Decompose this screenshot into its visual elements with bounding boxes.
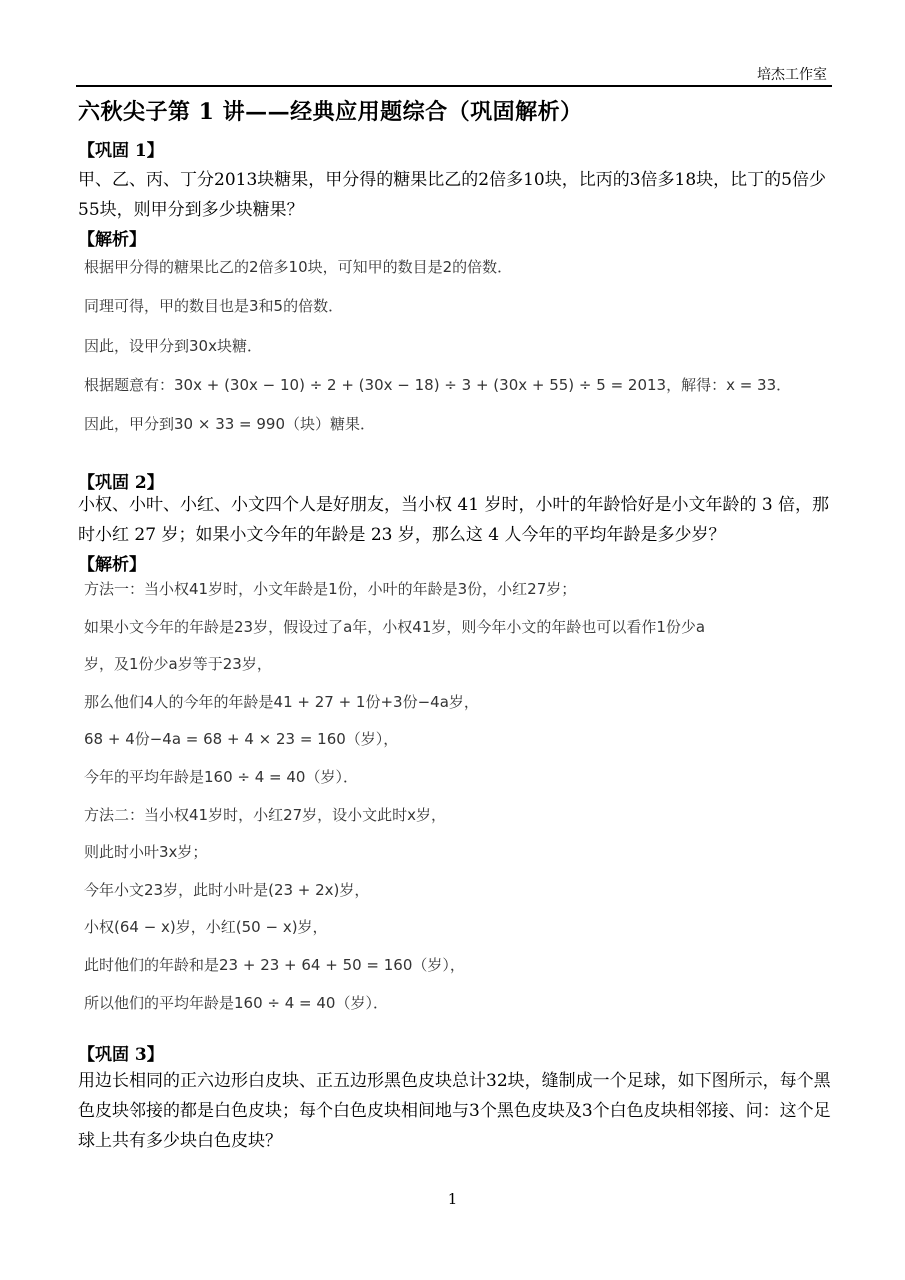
- solution-line: 根据题意有：30x + (30x − 10) ÷ 2 + (30x − 18) ÷ 3 + (30x + 55) ÷ 5 = 2013，解得：x = 33．: [84, 375, 792, 394]
- problem-2-label: 【巩固 2】: [78, 473, 164, 493]
- solution-line: 同理可得，甲的数目也是3和5的倍数．: [84, 297, 344, 316]
- problem-1-label: 【巩固 1】: [78, 141, 164, 161]
- solution-line: 根据甲分得的糖果比乙的2倍多10块，可知甲的数目是2的倍数．: [84, 258, 513, 276]
- solution-line: 岁，及1份少a岁等于23岁，: [84, 655, 272, 674]
- problem-3-label: 【巩固 3】: [78, 1045, 164, 1065]
- solution-line: 今年的平均年龄是160 ÷ 4 = 40（岁）．: [84, 767, 358, 786]
- solution-line: 此时他们的年龄和是23 + 23 + 64 + 50 = 160（岁），: [84, 955, 465, 974]
- problem-1-text: 甲、乙、丙、丁分2013块糖果，甲分得的糖果比乙的2倍多10块，比丙的3倍多18块，比丁的5倍少55块，则甲分到多少块糖果？: [78, 170, 826, 220]
- solution-line: 方法一：当小权41岁时，小文年龄是1份，小叶的年龄是3份，小红27岁；: [84, 580, 577, 598]
- problem-2-solution: [84, 571, 829, 1022]
- solution-line: 68 + 4份−4a = 68 + 4 × 23 = 160（岁），: [84, 730, 399, 749]
- problem-1-solution-label: 【解析】: [78, 230, 146, 250]
- solution-line: 小权(64 − x)岁，小红(50 − x)岁，: [84, 918, 328, 937]
- problem-2-text: 小权、小叶、小红、小文四个人是好朋友，当小权 41 岁时，小叶的年龄恰好是小文年龄的 3 倍，那时小红 27 岁；如果小文今年的年龄是 23 岁，那么这 4 人今年的平均年龄是多少岁？: [78, 495, 830, 545]
- header-divider: [76, 85, 832, 87]
- page-number: 1: [447, 1190, 458, 1208]
- solution-line: 因此，甲分到30 × 33 = 990（块）糖果．: [84, 415, 376, 434]
- solution-line: 因此，设甲分到30x块糖．: [84, 336, 262, 355]
- solution-line: 今年小文23岁，此时小叶是(23 + 2x)岁，: [84, 880, 370, 899]
- problem-1-solution: [84, 248, 829, 444]
- solution-line: 方法二：当小权41岁时，小红27岁，设小文此时x岁，: [84, 805, 447, 824]
- document-title: 六秋尖子第 1 讲——经典应用题综合（巩固解析）: [78, 99, 583, 125]
- solution-line: 如果小文今年的年龄是23岁，假设过了a年，小权41岁，则今年小文的年龄也可以看作1份少a: [84, 617, 706, 636]
- problem-3-text: 用边长相同的正六边形白皮块、正五边形黑色皮块总计32块，缝制成一个足球，如下图所示，每个黑色皮块邻接的都是白色皮块；每个白色皮块相间地与3个黑色皮块及3个白色皮块相邻接、问：这个足球上共有多少块白色皮块？: [78, 1071, 831, 1151]
- problem-2-solution-label: 【解析】: [78, 555, 146, 575]
- solution-line: 所以他们的平均年龄是160 ÷ 4 = 40（岁）．: [84, 993, 388, 1012]
- header-organization: 培杰工作室: [757, 67, 827, 83]
- solution-line: 则此时小叶3x岁；: [84, 843, 208, 862]
- solution-line: 那么他们4人的今年的年龄是41 + 27 + 1份+3份−4a岁，: [84, 692, 479, 711]
